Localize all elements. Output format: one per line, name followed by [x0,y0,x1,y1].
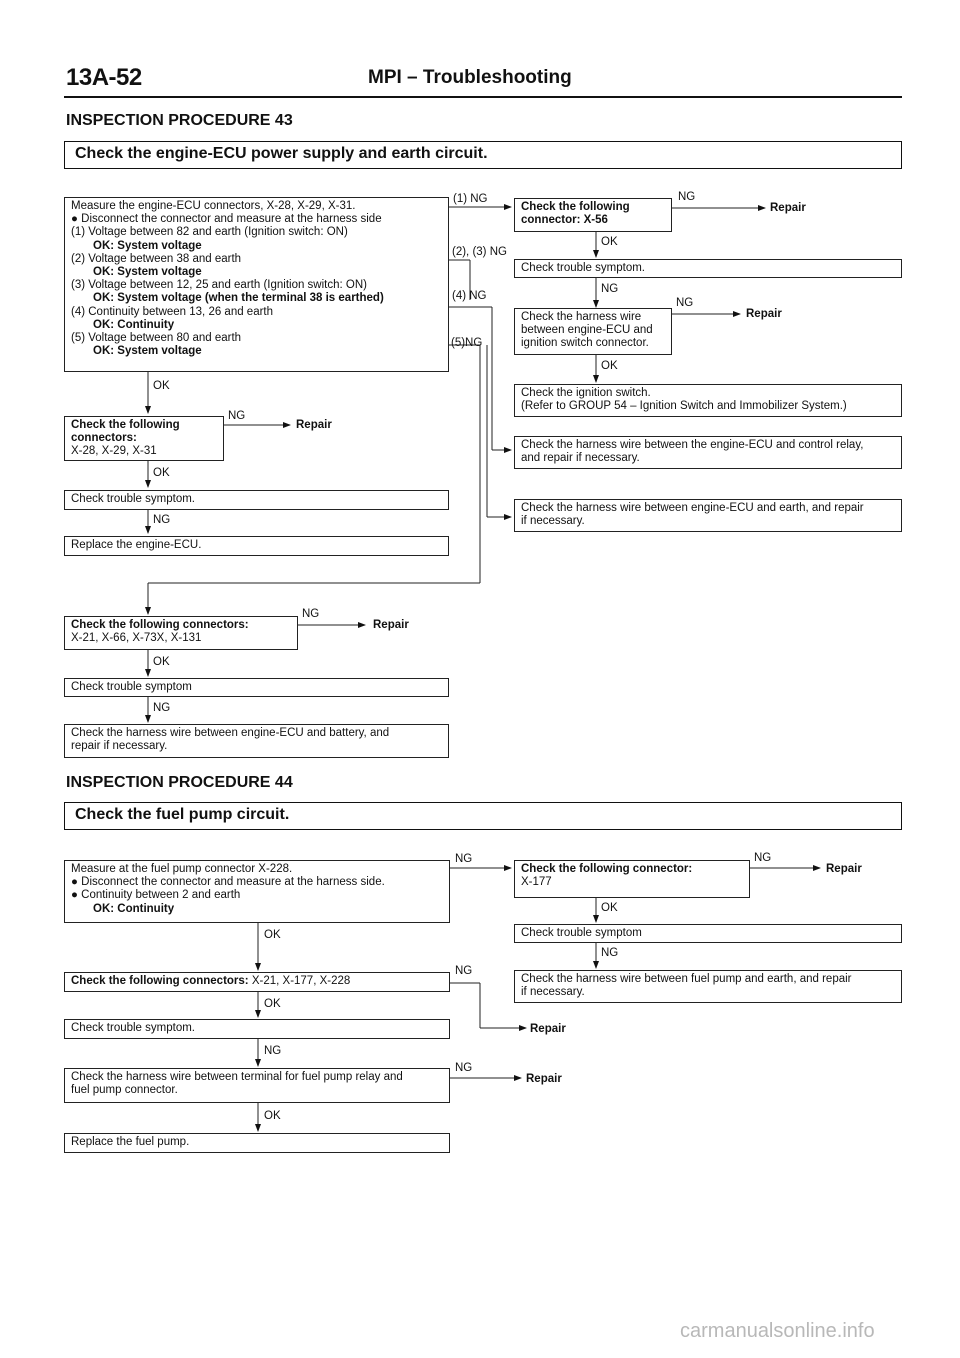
ng-label: NG [302,608,320,620]
proc43-trouble-right [514,259,902,278]
proc43-harness-ignition [514,308,672,355]
proc43-title: Check the engine-ECU power supply and earth circuit. [64,141,902,169]
box-line: Check trouble symptom [521,927,642,939]
box-line: X-21, X-66, X-73X, X-131 [71,632,202,645]
box-line: Check trouble symptom. [71,493,195,505]
measure-line: ● Disconnect the connector and measure at the harness side [71,213,382,226]
box-line: connector: X-56 [521,214,608,227]
box-line: if necessary. [521,515,585,528]
box-line: Check the harness wire [521,311,642,323]
ok-label: OK [153,380,170,392]
ng-label: NG [754,852,772,864]
box-line: Check the harness wire between engine-ECU and earth, and repair [521,502,864,514]
measure-line: (5) Voltage between 80 and earth [71,332,242,345]
proc44-replace-pump [64,1133,450,1153]
measure-line: OK: System voltage [93,239,202,252]
measure-line: (2) Voltage between 38 and earth [71,252,242,265]
proc43-measure-box [64,197,449,372]
proc43-harness-relay [514,436,902,469]
ok-label: OK [264,929,281,941]
box-line-prefix: Check the following connectors: [71,975,249,987]
ng-label: NG [601,947,619,959]
repair-label: Repair [296,419,332,431]
measure-line: (3) Voltage between 12, 25 and earth (Ignition switch: ON) [71,279,367,292]
proc44-check-connector-x177 [514,860,750,898]
proc43-check-connector-x56 [514,198,672,232]
box-line: between engine-ECU and [521,324,653,337]
proc44-harness-pump-earth [514,970,902,1003]
proc44-harness-relay [64,1068,450,1103]
box-line: and repair if necessary. [521,452,640,465]
box-line: Check trouble symptom. [71,1022,195,1034]
box-line: Check the harness wire between terminal for fuel pump relay and [71,1071,403,1083]
box-line: (Refer to GROUP 54 – Ignition Switch and Immobilizer System.) [521,400,847,413]
branch-label-23: (2), (3) NG [452,246,507,258]
ng-label: NG [153,514,171,526]
proc44-title: Check the fuel pump circuit. [64,802,902,830]
measure-line: (1) Voltage between 82 and earth (Ignition switch: ON) [71,226,348,239]
box-line: repair if necessary. [71,740,168,753]
box-line: Check the following connectors: [71,619,249,631]
proc43-trouble-2 [64,678,449,697]
proc43-replace-ecu [64,536,449,556]
box-line: ignition switch connector. [521,337,649,350]
proc43-harness-earth [514,499,902,532]
ng-label: NG [455,965,473,977]
branch-label-1: (1) NG [453,193,488,205]
repair-label: Repair [746,308,782,320]
measure-line: OK: Continuity [93,902,175,915]
ng-label: NG [601,283,619,295]
proc44-check-connectors [64,972,450,992]
measure-line: Measure at the fuel pump connector X-228. [71,863,293,875]
proc44-trouble-right [514,924,902,943]
branch-label-4: (4) NG [452,290,487,302]
measure-line: ● Continuity between 2 and earth [71,889,241,902]
ok-label: OK [153,467,170,479]
page-number: 13A-52 [66,64,142,91]
ng-label: NG [678,191,696,203]
ng-label: NG [264,1045,282,1057]
ng-label: NG [455,1062,473,1074]
ok-label: OK [601,236,618,248]
box-line: fuel pump connector. [71,1084,178,1097]
box-line: Check the following connector: [521,863,693,875]
ng-label: NG [228,410,246,422]
ok-label: OK [601,360,618,372]
proc43-check-connectors-1 [64,416,224,461]
box-line: Check trouble symptom [71,681,192,693]
repair-label: Repair [526,1073,562,1085]
box-line-list: X-21, X-177, X-228 [248,975,351,987]
box-line: Check the harness wire between fuel pump and earth, and repair [521,973,852,985]
box-line: connectors: [71,432,137,445]
proc43-ignition-switch [514,384,902,417]
repair-label: Repair [770,202,806,214]
measure-line: OK: System voltage (when the terminal 38 is earthed) [93,292,384,305]
proc43-heading: INSPECTION PROCEDURE 43 [66,112,293,129]
measure-line: OK: Continuity [93,318,175,331]
ok-label: OK [264,1110,281,1122]
watermark: carmanualsonline.info [680,1320,875,1342]
ok-label: OK [264,998,281,1010]
ok-label: OK [601,902,618,914]
box-line: Check the following [521,201,630,213]
proc43-check-connectors-2 [64,616,298,650]
box-line: Replace the engine-ECU. [71,539,202,551]
branch-label-5: (5)NG [451,337,483,349]
measure-line: ● Disconnect the connector and measure at the harness side. [71,876,385,889]
box-line: X-177 [521,876,552,889]
repair-label: Repair [373,619,409,631]
box-line: Check the harness wire between engine-ECU and battery, and [71,727,390,739]
box-line: Replace the fuel pump. [71,1136,190,1148]
box-line: X-28, X-29, X-31 [71,445,157,458]
measure-line: OK: System voltage [93,266,202,279]
measure-line: Measure the engine-ECU connectors, X-28, X-29, X-31. [71,200,356,212]
proc43-harness-battery [64,724,449,758]
section-title: MPI – Troubleshooting [368,67,572,88]
ok-label: OK [153,656,170,668]
proc44-trouble [64,1019,450,1039]
box-line: Check the harness wire between the engine-ECU and control relay, [521,439,864,451]
measure-line: (4) Continuity between 13, 26 and earth [71,305,274,318]
ng-label: NG [153,702,171,714]
box-line: Check the following [71,419,180,431]
proc44-heading: INSPECTION PROCEDURE 44 [66,774,293,791]
ng-label: NG [676,297,694,309]
box-line: if necessary. [521,986,585,999]
box-line: Check the ignition switch. [521,387,651,399]
repair-label: Repair [530,1023,566,1035]
measure-line: OK: System voltage [93,345,202,358]
box-line: Check trouble symptom. [521,262,645,274]
ng-label: NG [455,853,473,865]
proc44-measure-box [64,860,450,923]
proc43-trouble-1 [64,490,449,510]
repair-label: Repair [826,863,862,875]
